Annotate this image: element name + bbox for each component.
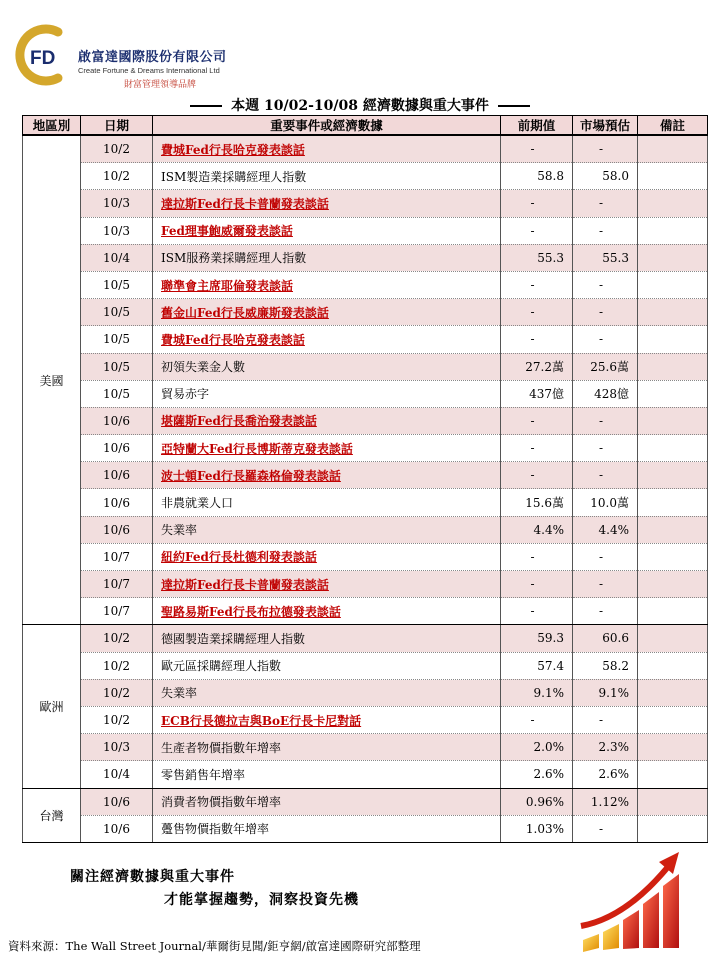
title-dash-left	[190, 105, 222, 107]
forecast-value-cell: -	[573, 543, 638, 570]
note-cell	[638, 625, 708, 652]
title-dash-right	[498, 105, 530, 107]
table-row	[23, 244, 708, 271]
note-cell	[638, 380, 708, 407]
forecast-value-cell: -	[573, 598, 638, 625]
prev-value-cell: -	[501, 271, 573, 298]
date-cell: 10/5	[81, 353, 153, 380]
forecast-value-cell: 2.3%	[573, 734, 638, 761]
note-cell	[638, 407, 708, 434]
forecast-value-cell: -	[573, 815, 638, 842]
forecast-value-cell: -	[573, 271, 638, 298]
table-row	[23, 217, 708, 244]
event-cell: 初領失業金人數	[153, 353, 501, 380]
date-cell: 10/6	[81, 788, 153, 815]
header-prev: 前期值	[501, 116, 573, 136]
table-header-row	[23, 116, 708, 136]
date-cell: 10/2	[81, 652, 153, 679]
date-cell: 10/5	[81, 326, 153, 353]
date-cell: 10/3	[81, 190, 153, 217]
prev-value-cell: 1.03%	[501, 815, 573, 842]
event-cell: 零售銷售年增率	[153, 761, 501, 788]
prev-value-cell: 57.4	[501, 652, 573, 679]
event-cell: ISM服務業採購經理人指數	[153, 244, 501, 271]
header-date: 日期	[81, 116, 153, 136]
table-row	[23, 571, 708, 598]
forecast-value-cell: 1.12%	[573, 788, 638, 815]
table-row	[23, 815, 708, 842]
table-row	[23, 271, 708, 298]
date-cell: 10/4	[81, 761, 153, 788]
date-cell: 10/2	[81, 706, 153, 733]
event-cell: 失業率	[153, 679, 501, 706]
note-cell	[638, 163, 708, 190]
event-cell: 失業率	[153, 516, 501, 543]
forecast-value-cell: 55.3	[573, 244, 638, 271]
forecast-value-cell: -	[573, 407, 638, 434]
region-cell: 台灣	[23, 788, 81, 842]
page-title	[0, 95, 720, 115]
event-cell: 亞特蘭大Fed行長博斯蒂克發表談話	[153, 435, 501, 462]
table-row	[23, 190, 708, 217]
company-name-cn: 啟富達國際股份有限公司	[78, 50, 227, 65]
event-cell: 達拉斯Fed行長卡普蘭發表談話	[153, 571, 501, 598]
forecast-value-cell: -	[573, 299, 638, 326]
prev-value-cell: 58.8	[501, 163, 573, 190]
header-event: 重要事件或經濟數據	[153, 116, 501, 136]
event-cell: 舊金山Fed行長威廉斯發表談話	[153, 299, 501, 326]
prev-value-cell: 9.1%	[501, 679, 573, 706]
table-body	[23, 135, 708, 842]
date-cell: 10/6	[81, 435, 153, 462]
note-cell	[638, 652, 708, 679]
cfd-logo-icon	[14, 20, 74, 90]
region-cell: 美國	[23, 135, 81, 625]
note-cell	[638, 217, 708, 244]
note-cell	[638, 706, 708, 733]
table-row	[23, 299, 708, 326]
note-cell	[638, 571, 708, 598]
prev-value-cell: 27.2萬	[501, 353, 573, 380]
prev-value-cell: -	[501, 190, 573, 217]
prev-value-cell: 2.0%	[501, 734, 573, 761]
forecast-value-cell: -	[573, 571, 638, 598]
note-cell	[638, 244, 708, 271]
prev-value-cell: 55.3	[501, 244, 573, 271]
prev-value-cell: -	[501, 598, 573, 625]
date-cell: 10/6	[81, 516, 153, 543]
forecast-value-cell: 9.1%	[573, 679, 638, 706]
event-cell: 生產者物價指數年增率	[153, 734, 501, 761]
event-cell: 聖路易斯Fed行長布拉德發表談話	[153, 598, 501, 625]
forecast-value-cell: -	[573, 435, 638, 462]
date-cell: 10/5	[81, 380, 153, 407]
note-cell	[638, 435, 708, 462]
table-row	[23, 679, 708, 706]
note-cell	[638, 462, 708, 489]
forecast-value-cell: -	[573, 217, 638, 244]
date-cell: 10/2	[81, 135, 153, 163]
forecast-value-cell: 2.6%	[573, 761, 638, 788]
company-tagline: 財富管理領導品牌	[124, 80, 197, 90]
forecast-value-cell: 58.2	[573, 652, 638, 679]
forecast-value-cell: -	[573, 462, 638, 489]
table-row	[23, 652, 708, 679]
note-cell	[638, 516, 708, 543]
forecast-value-cell: 4.4%	[573, 516, 638, 543]
table-row	[23, 407, 708, 434]
date-cell: 10/7	[81, 571, 153, 598]
event-cell: 貿易赤字	[153, 380, 501, 407]
rising-bar-chart-arrow-icon	[575, 848, 695, 953]
note-cell	[638, 299, 708, 326]
events-table	[22, 115, 708, 843]
prev-value-cell: -	[501, 543, 573, 570]
prev-value-cell: -	[501, 217, 573, 244]
note-cell	[638, 190, 708, 217]
table-row	[23, 543, 708, 570]
prev-value-cell: 0.96%	[501, 788, 573, 815]
event-cell: 聯準會主席耶倫發表談話	[153, 271, 501, 298]
date-cell: 10/7	[81, 598, 153, 625]
table-row	[23, 761, 708, 788]
table-row	[23, 462, 708, 489]
prev-value-cell: -	[501, 299, 573, 326]
forecast-value-cell: -	[573, 135, 638, 163]
table-row	[23, 734, 708, 761]
note-cell	[638, 761, 708, 788]
event-cell: 紐約Fed行長杜德利發表談話	[153, 543, 501, 570]
event-cell: 歐元區採購經理人指數	[153, 652, 501, 679]
prev-value-cell: 437億	[501, 380, 573, 407]
company-name-en: Create Fortune & Dreams International Ltd	[78, 66, 220, 75]
header-region: 地區別	[23, 116, 81, 136]
prev-value-cell: 59.3	[501, 625, 573, 652]
note-cell	[638, 734, 708, 761]
note-cell	[638, 815, 708, 842]
date-cell: 10/5	[81, 299, 153, 326]
date-cell: 10/6	[81, 815, 153, 842]
date-cell: 10/2	[81, 679, 153, 706]
forecast-value-cell: 428億	[573, 380, 638, 407]
slogan-line1: 關注經濟數據與重大事件	[70, 869, 235, 885]
slogan-line2: 才能掌握趨勢，洞察投資先機	[164, 892, 359, 908]
table-row	[23, 598, 708, 625]
date-cell: 10/3	[81, 734, 153, 761]
table-row	[23, 163, 708, 190]
table-row	[23, 516, 708, 543]
date-cell: 10/3	[81, 217, 153, 244]
event-cell: 費城Fed行長哈克發表談話	[153, 326, 501, 353]
prev-value-cell: 15.6萬	[501, 489, 573, 516]
source-note: 資料來源：The Wall Street Journal/華爾街見聞/鉅亨網/啟富達國際研究部整理	[8, 939, 421, 953]
note-cell	[638, 679, 708, 706]
date-cell: 10/5	[81, 271, 153, 298]
prev-value-cell: -	[501, 706, 573, 733]
forecast-value-cell: -	[573, 706, 638, 733]
event-cell: 波士頓Fed行長羅森格倫發表談話	[153, 462, 501, 489]
note-cell	[638, 271, 708, 298]
date-cell: 10/6	[81, 407, 153, 434]
table-row	[23, 435, 708, 462]
note-cell	[638, 353, 708, 380]
note-cell	[638, 489, 708, 516]
logo-letters: FD	[30, 48, 56, 69]
event-cell: ECB行長德拉吉與BoE行長卡尼對話	[153, 706, 501, 733]
event-cell: 堪薩斯Fed行長喬治發表談話	[153, 407, 501, 434]
page-title-text: 本週 10/02-10/08 經濟數據與重大事件	[231, 98, 489, 114]
table-row	[23, 326, 708, 353]
note-cell	[638, 598, 708, 625]
region-cell: 歐洲	[23, 625, 81, 788]
prev-value-cell: -	[501, 135, 573, 163]
table-row	[23, 353, 708, 380]
table-row	[23, 135, 708, 163]
forecast-value-cell: 58.0	[573, 163, 638, 190]
header-forecast: 市場預估	[573, 116, 638, 136]
forecast-value-cell: -	[573, 190, 638, 217]
note-cell	[638, 788, 708, 815]
event-cell: 達拉斯Fed行長卡普蘭發表談話	[153, 190, 501, 217]
prev-value-cell: -	[501, 462, 573, 489]
date-cell: 10/6	[81, 462, 153, 489]
prev-value-cell: -	[501, 326, 573, 353]
prev-value-cell: -	[501, 571, 573, 598]
note-cell	[638, 543, 708, 570]
date-cell: 10/6	[81, 489, 153, 516]
table-row	[23, 489, 708, 516]
date-cell: 10/7	[81, 543, 153, 570]
table-row	[23, 625, 708, 652]
forecast-value-cell: 25.6萬	[573, 353, 638, 380]
prev-value-cell: 4.4%	[501, 516, 573, 543]
event-cell: 費城Fed行長哈克發表談話	[153, 135, 501, 163]
prev-value-cell: 2.6%	[501, 761, 573, 788]
table-row	[23, 380, 708, 407]
date-cell: 10/2	[81, 163, 153, 190]
event-cell: 德國製造業採購經理人指數	[153, 625, 501, 652]
forecast-value-cell: 60.6	[573, 625, 638, 652]
event-cell: 非農就業人口	[153, 489, 501, 516]
event-cell: Fed理事鮑威爾發表談話	[153, 217, 501, 244]
event-cell: 消費者物價指數年增率	[153, 788, 501, 815]
event-cell: ISM製造業採購經理人指數	[153, 163, 501, 190]
forecast-value-cell: -	[573, 326, 638, 353]
header-note: 備註	[638, 116, 708, 136]
event-cell: 躉售物價指數年增率	[153, 815, 501, 842]
prev-value-cell: -	[501, 435, 573, 462]
date-cell: 10/2	[81, 625, 153, 652]
prev-value-cell: -	[501, 407, 573, 434]
forecast-value-cell: 10.0萬	[573, 489, 638, 516]
note-cell	[638, 135, 708, 163]
table-row	[23, 788, 708, 815]
date-cell: 10/4	[81, 244, 153, 271]
table-row	[23, 706, 708, 733]
company-logo	[14, 20, 254, 90]
note-cell	[638, 326, 708, 353]
